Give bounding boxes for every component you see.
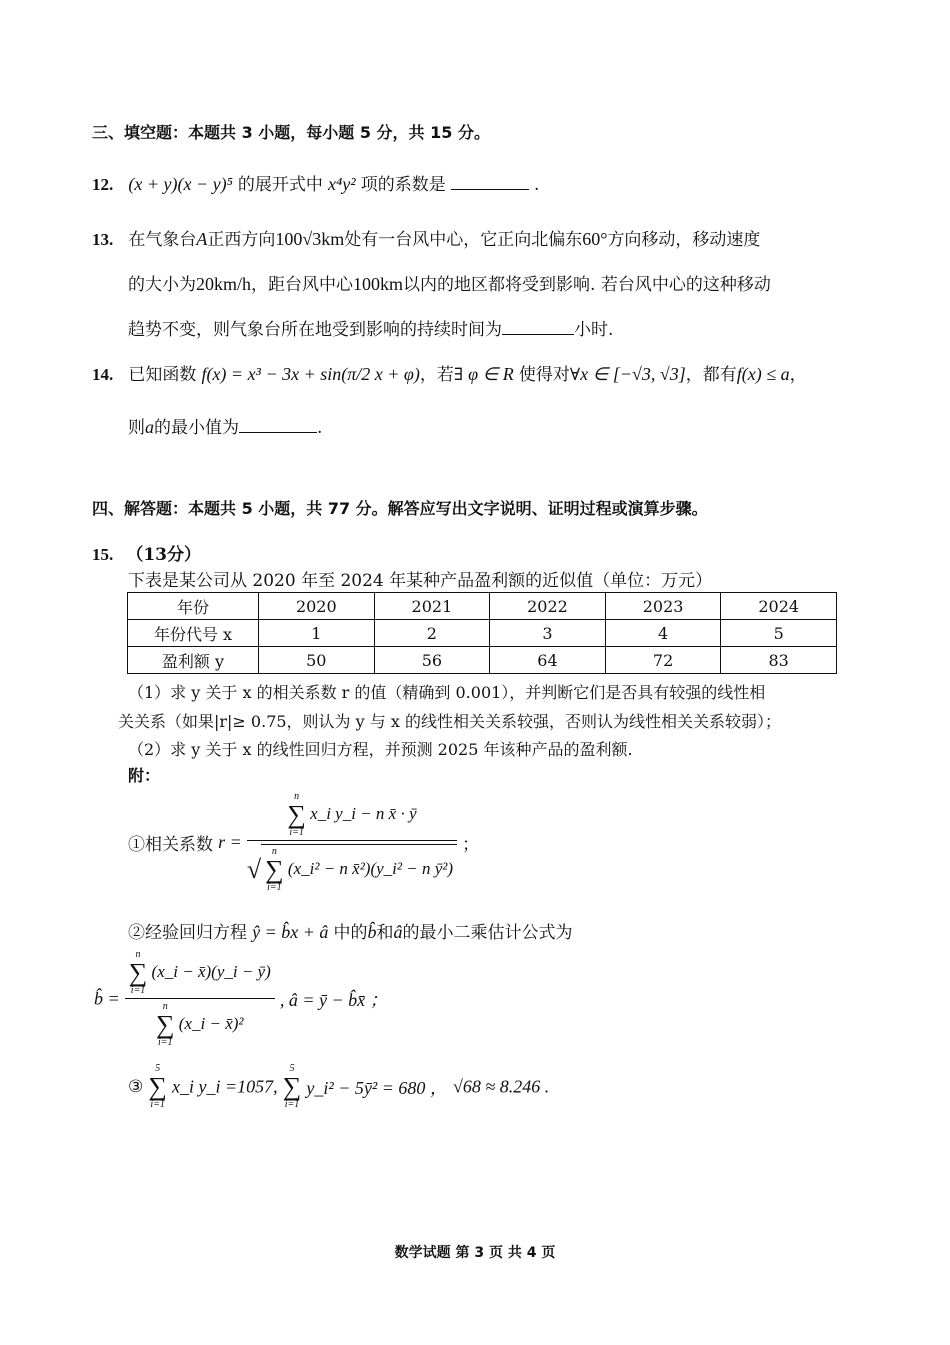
table-cell: 1 <box>259 620 375 647</box>
q13-line3-a: 趋势不变，则气象台所在地受到影响的持续时间为 <box>128 320 502 340</box>
f3-rhs: , â = ȳ − b̂x̄ ； <box>279 990 388 1010</box>
f3-numerator <box>125 950 275 999</box>
q13-line1-a: 在气象台 <box>128 230 197 250</box>
q12-end: . <box>533 175 540 195</box>
sigma-icon: n ∑ i=1 <box>287 791 306 838</box>
q13-line2-b: ，距台风中心 <box>251 275 354 295</box>
section-3-title: 三、填空题：本题共 3 小题，每小题 5 分，共 15 分。 <box>92 123 490 142</box>
formula-least-squares <box>94 950 388 1048</box>
q14-line1-d: ，都有 <box>685 365 737 385</box>
q14-line2-a: 则 <box>128 418 145 438</box>
table-cell: 2022 <box>490 593 606 620</box>
q13-line3-b: 小时. <box>574 320 614 340</box>
question-14-number: 14. <box>92 365 114 384</box>
q14-line1-c: 使得对∀ <box>518 365 581 385</box>
q14-end: . <box>317 418 323 438</box>
formula-regression-label <box>128 918 572 943</box>
q12-expression: (x + y)(x − y)⁵ <box>128 174 233 194</box>
f1-denominator-text: (x_i² − n x̄²)(y_i² − n ȳ²) <box>287 858 454 878</box>
f2-b-hat: b̂ <box>367 922 377 942</box>
table-cell: 72 <box>605 647 721 674</box>
q12-answer-blank[interactable] <box>451 189 529 190</box>
f4-sqrt-approx: √68 ≈ 8.246 . <box>453 1076 550 1097</box>
q13-speed: 20km/h <box>196 274 252 294</box>
table-cell: 2 <box>374 620 490 647</box>
f1-denominator <box>247 841 457 893</box>
f1-label: ①相关系数 <box>128 835 213 855</box>
f1-lhs: r = <box>218 832 242 852</box>
q14-line2-b: 的最小值为 <box>154 418 239 438</box>
q13-distance: 100√3km <box>275 229 345 249</box>
f3-fraction <box>125 950 275 1048</box>
q12-text-a: 的展开式中 <box>237 175 323 195</box>
table-cell: 83 <box>721 647 837 674</box>
f3-lhs: b̂ = <box>94 988 120 1009</box>
f3-numerator-text: (x_i − x̄)(y_i − ȳ) <box>151 961 271 981</box>
q15-points: （13分） <box>126 545 202 565</box>
table-row <box>128 593 837 620</box>
q15-part1-line2: 关关系（如果|r|≥ 0.75，则认为 y 与 x 的线性相关关系较强，否则认为线性相关关系较弱）； <box>118 712 781 731</box>
profit-table <box>127 592 837 674</box>
question-14-line-1 <box>92 360 807 385</box>
q14-line1-b: ，若∃ <box>419 365 464 385</box>
table-cell: 2021 <box>374 593 490 620</box>
f2-equation: ŷ = b̂x + â <box>252 922 329 942</box>
question-14-line-2 <box>128 413 322 438</box>
f1-end: ； <box>462 835 480 855</box>
question-13-number: 13. <box>92 230 114 249</box>
f4-label: ③ <box>128 1077 144 1097</box>
q13-line1-b: 正西方向 <box>207 230 276 250</box>
q14-condition-phi: φ ∈ R <box>468 364 514 384</box>
f2-label: ②经验回归方程 <box>128 923 247 943</box>
formula-given-values <box>128 1064 549 1110</box>
table-row <box>128 620 837 647</box>
question-13-line-1 <box>92 225 760 250</box>
sigma-icon: n ∑ i=1 <box>128 949 148 996</box>
f1-fraction <box>247 792 457 893</box>
q12-text-b: 项的系数是 <box>360 175 446 195</box>
f1-numerator <box>247 792 457 841</box>
question-12 <box>92 170 539 195</box>
sigma-icon: n ∑ i=1 <box>156 1001 175 1048</box>
f1-radicand <box>261 844 457 893</box>
section-4-title: 四、解答题：本题共 5 小题，共 77 分。解答应写出文字说明、证明过程或演算步骤。 <box>92 499 708 518</box>
table-cell: 年份代号 x <box>128 620 259 647</box>
table-cell: 5 <box>721 620 837 647</box>
q15-part1-line1: （1）求 y 关于 x 的相关系数 r 的值（精确到 0.001），并判断它们是否具有较强的线性相 <box>128 683 766 702</box>
formula-correlation <box>128 792 479 893</box>
q14-condition-a: f(x) ≤ a <box>736 364 790 384</box>
table-cell: 2020 <box>259 593 375 620</box>
f3-denominator-text: (x_i − x̄)² <box>178 1013 244 1033</box>
q14-line1-e: ， <box>789 365 807 385</box>
table-cell: 年份 <box>128 593 259 620</box>
q14-variable: a <box>145 417 154 437</box>
q13-line1-c: 处有一台风中心，它正向北偏东 <box>344 230 583 250</box>
f2-tail: 的最小二乘估计公式为 <box>402 923 573 943</box>
q14-condition-x: x ∈ [−√3, √3] <box>580 364 686 384</box>
f4-sum-xy: x_i y_i =1057, <box>171 1076 278 1097</box>
f2-mid2: 和 <box>376 923 394 943</box>
q12-term: x⁴y² <box>328 174 356 194</box>
q13-line2-c: 以内的地区都将受到影响. 若台风中心的这种移动 <box>403 275 771 295</box>
q13-line1-d: 方向移动，移动速度 <box>607 230 761 250</box>
table-cell: 50 <box>259 647 375 674</box>
q13-point: A <box>196 229 208 249</box>
q15-appendix-label: 附： <box>128 766 161 785</box>
question-13-line-2 <box>128 270 771 295</box>
question-12-number: 12. <box>92 175 114 194</box>
q13-line2-a: 的大小为 <box>128 275 196 295</box>
page-footer: 数学试题 第 3 页 共 4 页 <box>394 1245 556 1261</box>
table-cell: 2024 <box>721 593 837 620</box>
q15-part2: （2）求 y 关于 x 的线性回归方程，并预测 2025 年该种产品的盈利额. <box>128 740 633 759</box>
sigma-icon: 5 ∑ i=1 <box>282 1063 302 1110</box>
q13-answer-blank[interactable] <box>502 334 574 335</box>
q13-radius: 100km <box>353 274 404 294</box>
table-cell: 3 <box>490 620 606 647</box>
f3-denominator <box>125 999 275 1048</box>
question-13-line-3 <box>128 315 613 340</box>
table-cell: 56 <box>374 647 490 674</box>
q14-answer-blank[interactable] <box>239 432 317 433</box>
q14-function: f(x) = x³ − 3x + sin(π/2 x + φ) <box>201 364 420 384</box>
q13-angle: 60° <box>582 229 608 249</box>
sigma-icon: n ∑ i=1 <box>265 846 284 893</box>
table-cell: 盈利额 y <box>128 647 259 674</box>
f2-a-hat: â <box>393 922 403 942</box>
table-row <box>128 647 837 674</box>
sqrt-icon: √ <box>246 855 262 884</box>
question-15-number: 15. <box>92 545 114 564</box>
f4-sum-y2: y_i² − 5ȳ² = 680 ， <box>306 1078 448 1098</box>
table-cell: 2023 <box>605 593 721 620</box>
q14-line1-a: 已知函数 <box>128 365 197 385</box>
table-cell: 64 <box>490 647 606 674</box>
f1-numerator-text: x_i y_i − n x̄ · ȳ <box>310 803 417 823</box>
question-15-header <box>92 540 201 565</box>
q15-intro: 下表是某公司从 2020 年至 2024 年某种产品盈利额的近似值（单位：万元） <box>128 571 713 591</box>
sigma-icon: 5 ∑ i=1 <box>148 1063 167 1110</box>
f2-mid1: 中的 <box>333 923 368 943</box>
table-cell: 4 <box>605 620 721 647</box>
